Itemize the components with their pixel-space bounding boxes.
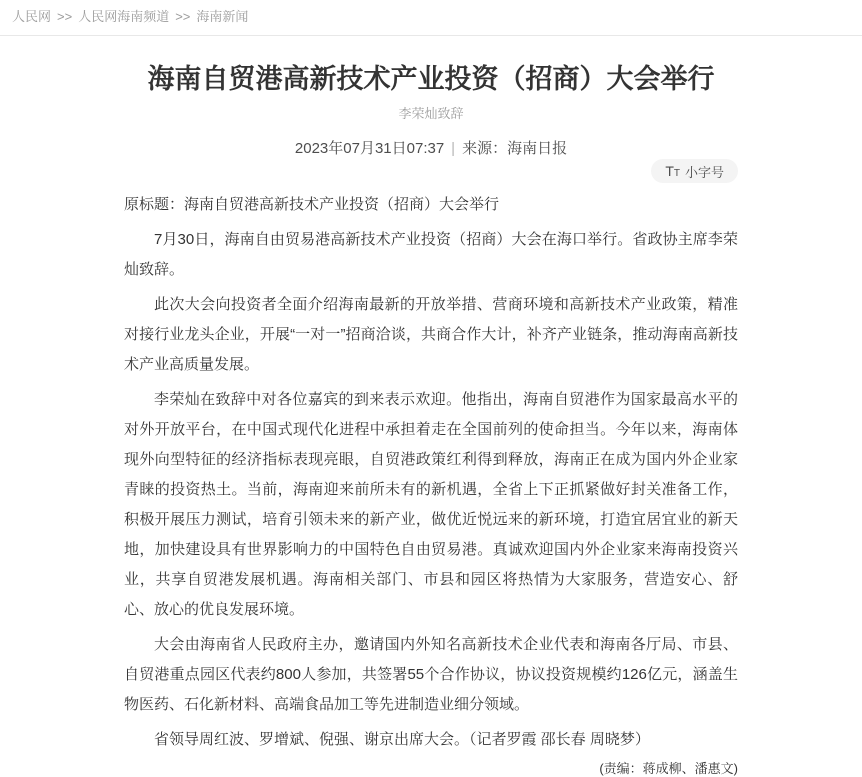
breadcrumb-separator: >>: [175, 9, 191, 24]
font-size-icon: TT: [665, 162, 680, 179]
font-size-button[interactable]: [651, 159, 738, 183]
source-link[interactable]: 海南日报: [507, 140, 568, 157]
breadcrumb: [0, 0, 862, 36]
breadcrumb-link-hainan-news[interactable]: 海南新闻: [196, 9, 249, 24]
article-title: 海南自贸港高新技术产业投资（招商）大会举行: [147, 64, 715, 94]
publish-date: 2023年07月31日07:37: [294, 140, 445, 157]
source-label: 来源：: [462, 140, 508, 157]
editor-note: (责编：蒋成柳、潘惠文): [599, 761, 738, 776]
article-paragraph: 此次大会向投资者全面介绍海南最新的开放举措、营商环境和高新技术产业政策，精准对接行业龙头企业，开展“一对一”招商洽谈，共商合作大计，补齐产业链条，推动海南高新技术产业高质量发展。: [124, 296, 738, 373]
meta-separator: |: [451, 140, 456, 157]
article-meta: [124, 138, 738, 159]
article-paragraph: 原标题：海南自贸港高新技术产业投资（招商）大会举行: [124, 196, 500, 213]
article-paragraph: 7月30日，海南自由贸易港高新技术产业投资（招商）大会在海口举行。省政协主席李荣灿致辞。: [124, 231, 738, 278]
article-paragraph: 省领导周红波、罗增斌、倪强、谢京出席大会。（记者罗霞 邵长春 周晓梦）: [154, 731, 650, 748]
article-subtitle: 李荣灿致辞: [398, 106, 464, 121]
article: [124, 61, 738, 777]
article-paragraph: 大会由海南省人民政府主办，邀请国内外知名高新技术企业代表和海南各厅局、市县、自贸港重点园区代表约800人参加，共签署55个合作协议，协议投资规模约126亿元，涵盖生物医药、石化新材料、高端食品加工等先进制造业细分领域。: [124, 636, 738, 713]
article-body: [124, 190, 738, 755]
breadcrumb-link-peoples-daily[interactable]: 人民网: [12, 9, 52, 24]
article-paragraph: 李荣灿在致辞中对各位嘉宾的到来表示欢迎。他指出，海南自贸港作为国家最高水平的对外开放平台，在中国式现代化进程中承担着走在全国前列的使命担当。今年以来，海南体现外向型特征的经济指标表现亮眼，自贸港政策红利得到释放，海南正在成为国内外企业家青睐的投资热土。当前，海南迎来前所未有的新机遇，全省上下正抓紧做好封关准备工作，积极开展压力测试，培育引领未来的新产业，做优近悦远来的新环境，打造宜居宜业的新天地，加快建设具有世界影响力的中国特色自由贸易港。真诚欢迎国内外企业家来海南投资兴业，共享自贸港发展机遇。海南相关部门、市县和园区将热情为大家服务，营造安心、舒心、放心的优良发展环境。: [124, 391, 738, 618]
breadcrumb-link-hainan-channel[interactable]: 人民网海南频道: [78, 9, 170, 24]
breadcrumb-separator: >>: [57, 9, 73, 24]
article-toolbar: [124, 159, 738, 183]
font-size-button-label: 小字号: [684, 164, 724, 180]
